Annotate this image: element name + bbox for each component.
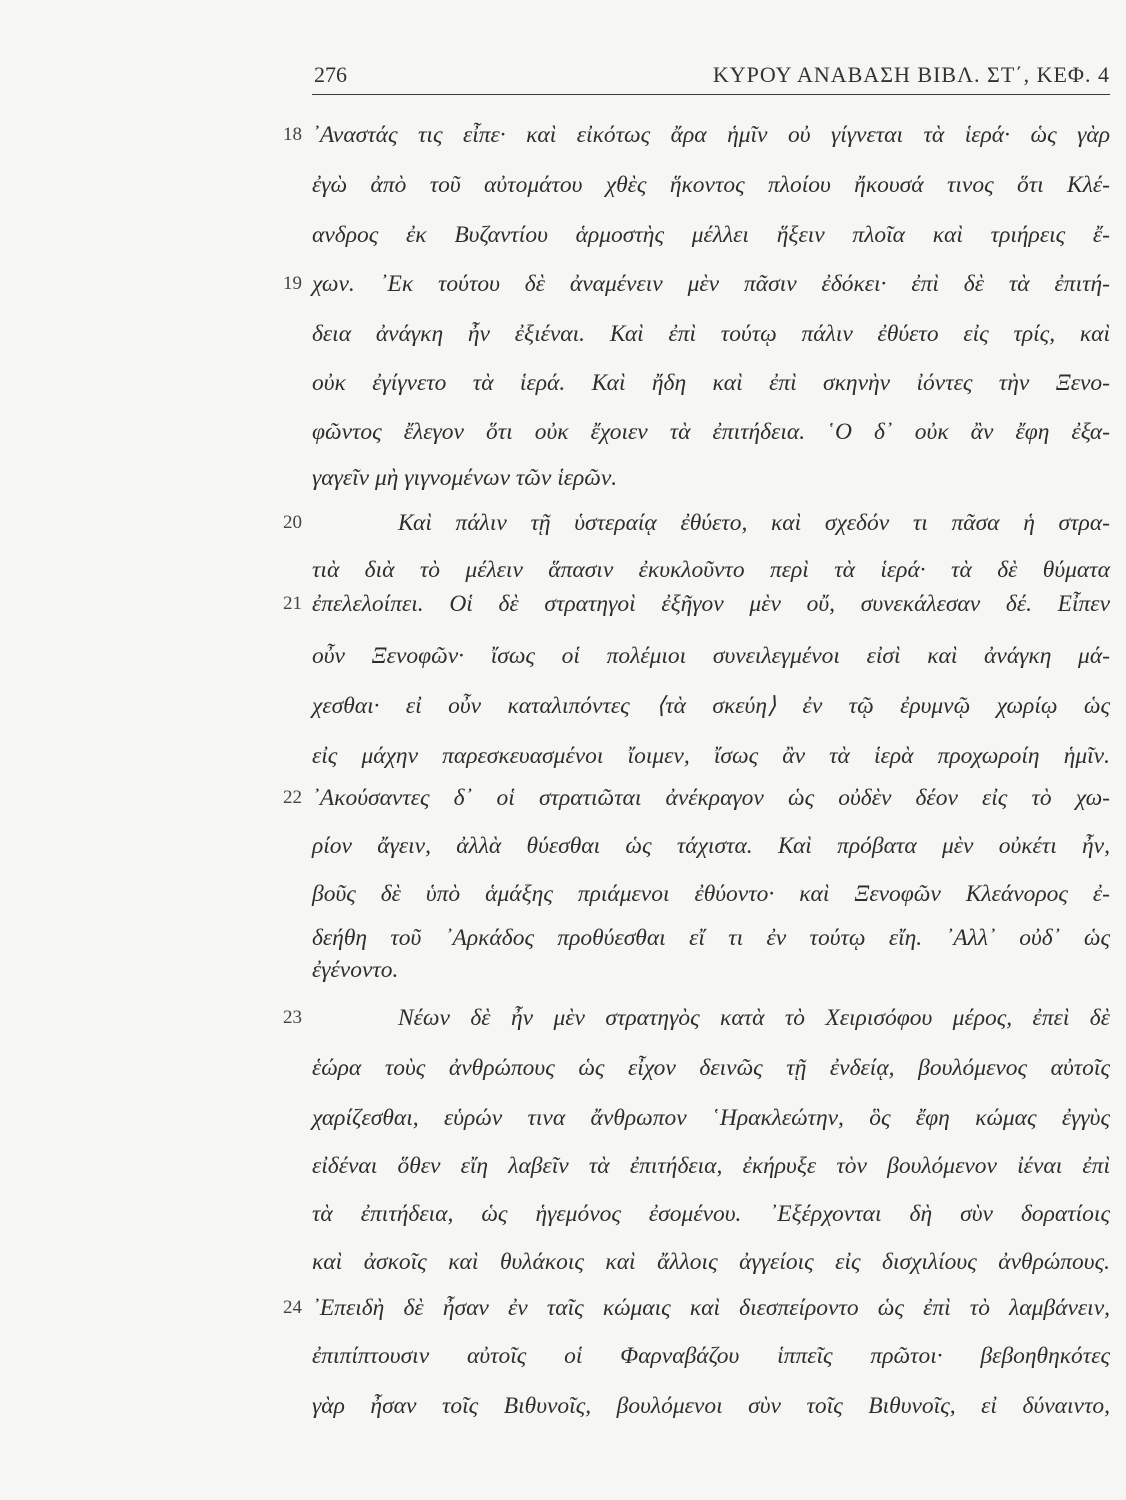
running-head: ΚΥΡΟΥ ΑΝΑΒΑΣΗ ΒΙΒΛ. ΣΤ΄, ΚΕΦ. 4	[712, 62, 1110, 87]
section-number: 23	[283, 1007, 302, 1028]
section-number: 21	[283, 593, 302, 614]
text-line: δεήθη τοῦ ᾿Αρκάδος προθύεσθαι εἴ τι ἐν τούτῳ εἴη. ᾿Αλλ᾿ οὐδ᾿ ὡς	[312, 925, 1110, 951]
text-line: εἰδέναι ὅθεν εἴη λαβεῖν τὰ ἐπιτήδεια, ἐκήρυξε τὸν βουλόμενον ἰέναι ἐπὶ	[312, 1153, 1110, 1179]
text-line: ᾿Αναστάς τις εἶπε· καὶ εἰκότως ἄρα ἡμῖν οὐ γίγνεται τὰ ἱερά· ὡς γὰρ	[312, 122, 1110, 148]
text-line: βοῦς δὲ ὑπὸ ἁμάξης πριάμενοι ἐθύοντο· καὶ Ξενοφῶν Κλεάνορος ἐ-	[312, 881, 1110, 907]
text-line: ανδρος ἐκ Βυζαντίου ἁρμοστὴς μέλλει ἥξειν πλοῖα καὶ τριήρεις ἔ-	[312, 222, 1110, 248]
text-line: εἰς μάχην παρεσκευασμένοι ἴοιμεν, ἴσως ἂν τὰ ἱερὰ προχωροίη ἡμῖν.	[312, 743, 1110, 769]
text-line: χαρίζεσθαι, εὑρών τινα ἄνθρωπον ῾Ηρακλεώτην, ὃς ἔφη κώμας ἐγγὺς	[312, 1105, 1110, 1131]
section-number: 19	[283, 273, 302, 294]
text-line: ἐγὼ ἀπὸ τοῦ αὐτομάτου χθὲς ἥκοντος πλοίου ἤκουσά τινος ὅτι Κλέ-	[312, 172, 1110, 198]
section-number: 24	[283, 1297, 302, 1318]
text-line: φῶντος ἔλεγον ὅτι οὐκ ἔχοιεν τὰ ἐπιτήδεια. ῾Ο δ᾿ οὐκ ἂν ἔφη ἐξα-	[312, 419, 1110, 445]
text-line: ρίον ἄγειν, ἀλλὰ θύεσθαι ὡς τάχιστα. Καὶ πρόβατα μὲν οὐκέτι ἦν,	[312, 833, 1110, 859]
text-line: γαγεῖν μὴ γιγνομένων τῶν ἱερῶν.	[312, 465, 618, 491]
section-number: 22	[283, 787, 302, 808]
text-line: ᾿Ακούσαντες δ᾿ οἱ στρατιῶται ἀνέκραγον ὡς οὐδὲν δέον εἰς τὸ χω-	[312, 785, 1110, 811]
text-line: οὐκ ἐγίγνετο τὰ ἱερά. Καὶ ἤδη καὶ ἐπὶ σκηνὴν ἰόντες τὴν Ξενο-	[312, 370, 1110, 396]
text-line: τὰ ἐπιτήδεια, ὡς ἡγεμόνος ἐσομένου. ᾿Εξέρχονται δὴ σὺν δορατίοις	[312, 1201, 1110, 1227]
text-line: δεια ἀνάγκη ἦν ἐξιέναι. Καὶ ἐπὶ τούτῳ πάλιν ἐθύετο εἰς τρίς, καὶ	[312, 321, 1110, 347]
text-line: χεσθαι· εἰ οὖν καταλιπόντες ⟨τὰ σκεύη⟩ ἐν τῷ ἐρυμνῷ χωρίῳ ὡς	[312, 693, 1110, 719]
text-line: ἐγένοντο.	[312, 957, 399, 983]
page-header	[312, 58, 1110, 95]
text-line: ἐπιπίπτουσιν αὐτοῖς οἱ Φαρναβάζου ἱππεῖς πρῶτοι· βεβοηθηκότες	[312, 1343, 1110, 1369]
text-line: ἐπελελοίπει. Οἱ δὲ στρατηγοὶ ἐξῆγον μὲν οὔ, συνεκάλεσαν δέ. Εἶπεν	[312, 591, 1110, 617]
section-number: 18	[283, 124, 302, 145]
text-line: γὰρ ἦσαν τοῖς Βιθυνοῖς, βουλόμενοι σὺν τοῖς Βιθυνοῖς, εἰ δύναιντο,	[312, 1393, 1110, 1419]
text-line: καὶ ἀσκοῖς καὶ θυλάκοις καὶ ἄλλοις ἀγγείοις εἰς δισχιλίους ἀνθρώπους.	[312, 1249, 1110, 1275]
text-line: Καὶ πάλιν τῇ ὑστεραίᾳ ἐθύετο, καὶ σχεδόν τι πᾶσα ἡ στρα-	[398, 510, 1110, 536]
text-line: οὖν Ξενοφῶν· ἴσως οἱ πολέμιοι συνειλεγμένοι εἰσὶ καὶ ἀνάγκη μά-	[312, 643, 1110, 669]
page-number: 276	[314, 62, 347, 87]
section-number: 20	[283, 512, 302, 533]
text-line: Νέων δὲ ἦν μὲν στρατηγὸς κατὰ τὸ Χειρισόφου μέρος, ἐπεὶ δὲ	[398, 1005, 1110, 1031]
text-line: ἑώρα τοὺς ἀνθρώπους ὡς εἶχον δεινῶς τῇ ἐνδείᾳ, βουλόμενος αὐτοῖς	[312, 1055, 1110, 1081]
text-line: ᾿Επειδὴ δὲ ἦσαν ἐν ταῖς κώμαις καὶ διεσπείροντο ὡς ἐπὶ τὸ λαμβάνειν,	[312, 1295, 1110, 1321]
text-line: τιὰ διὰ τὸ μέλειν ἅπασιν ἐκυκλοῦντο περὶ τὰ ἱερά· τὰ δὲ θύματα	[312, 557, 1110, 583]
text-line: χων. ᾿Εκ τούτου δὲ ἀναμένειν μὲν πᾶσιν ἐδόκει· ἐπὶ δὲ τὰ ἐπιτή-	[312, 271, 1110, 297]
